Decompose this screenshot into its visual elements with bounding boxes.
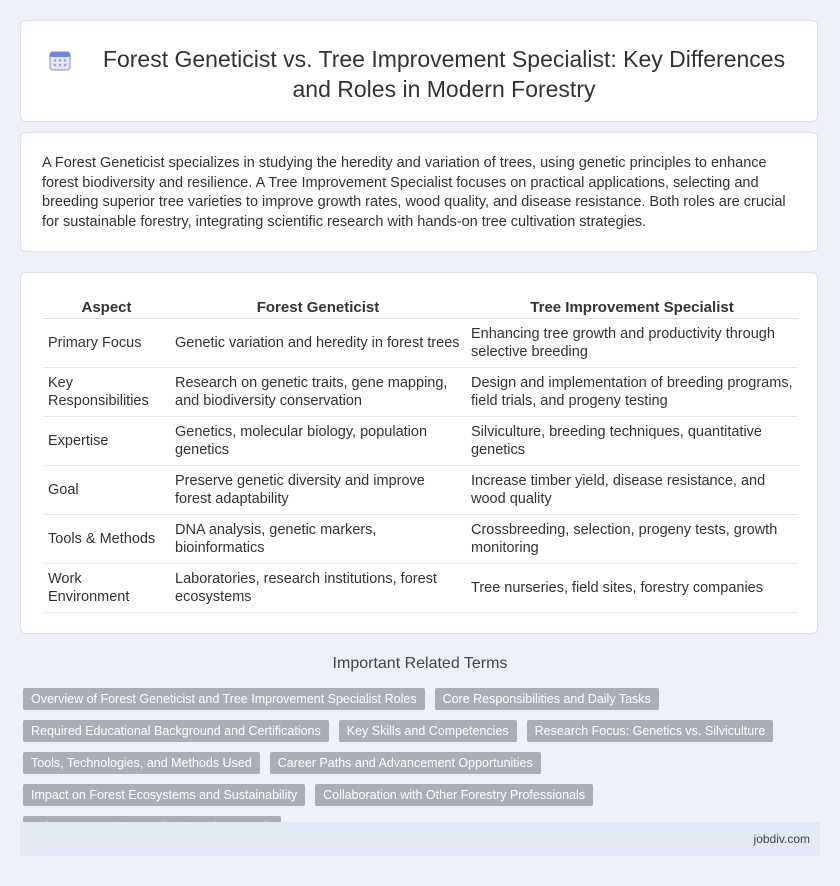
related-term-tag[interactable]: Core Responsibilities and Daily Tasks <box>435 688 659 710</box>
table-row <box>43 417 798 466</box>
table-cell: Increase timber yield, disease resistance, and wood quality <box>466 466 798 515</box>
table-row <box>43 564 798 613</box>
table-cell: Expertise <box>43 417 170 466</box>
intro-text: A Forest Geneticist specializes in studying the heredity and variation of trees, using genetic principles to enhance forest biodiversity and resilience. A Tree Improvement Specialist focuses on practical applications, selecting and breeding superior tree varieties to improve growth rates, wood quality, and disease resistance. Both roles are crucial for sustainable forestry, integrating scientific research with hands-on tree cultivation strategies. <box>42 155 786 230</box>
table-cell: Enhancing tree growth and productivity through selective breeding <box>466 319 798 368</box>
column-header: Tree Improvement Specialist <box>466 296 798 319</box>
table-cell: Work Environment <box>43 564 170 613</box>
header-card <box>20 20 818 122</box>
comparison-card <box>20 272 818 634</box>
related-term-tag[interactable]: Career Paths and Advancement Opportunities <box>270 752 541 774</box>
table-cell: Tree nurseries, field sites, forestry companies <box>466 564 798 613</box>
table-cell: Genetics, molecular biology, population genetics <box>170 417 466 466</box>
page-title: Forest Geneticist vs. Tree Improvement Specialist: Key Differences and Roles in Modern Forestry <box>102 46 786 102</box>
table-cell: DNA analysis, genetic markers, bioinformatics <box>170 515 466 564</box>
table-cell: Design and implementation of breeding programs, field trials, and progeny testing <box>466 368 798 417</box>
table-header-row <box>43 296 798 319</box>
table-cell: Crossbreeding, selection, progeny tests, growth monitoring <box>466 515 798 564</box>
comparison-table <box>43 296 798 613</box>
related-term-tag[interactable]: Collaboration with Other Forestry Professionals <box>315 784 593 806</box>
related-term-tag[interactable]: Tools, Technologies, and Methods Used <box>23 752 260 774</box>
footer-site-link[interactable]: jobdiv.com <box>753 832 810 846</box>
table-cell: Key Responsibilities <box>43 368 170 417</box>
related-terms-list <box>23 688 823 838</box>
table-cell: Research on genetic traits, gene mapping, and biodiversity conservation <box>170 368 466 417</box>
related-term-tag[interactable]: Research Focus: Genetics vs. Silviculture <box>527 720 774 742</box>
table-cell: Primary Focus <box>43 319 170 368</box>
related-term-tag[interactable]: Key Skills and Competencies <box>339 720 517 742</box>
column-header: Aspect <box>43 296 170 319</box>
table-row <box>43 319 798 368</box>
table-cell: Tools & Methods <box>43 515 170 564</box>
footer <box>20 822 820 856</box>
related-terms-title: Important Related Terms <box>332 655 508 672</box>
table-cell: Silviculture, breeding techniques, quantitative genetics <box>466 417 798 466</box>
calendar-icon <box>48 48 72 72</box>
table-cell: Laboratories, research institutions, forest ecosystems <box>170 564 466 613</box>
related-term-tag[interactable]: Required Educational Background and Certifications <box>23 720 329 742</box>
table-row <box>43 515 798 564</box>
table-row <box>43 466 798 515</box>
table-row <box>43 368 798 417</box>
table-cell: Preserve genetic diversity and improve forest adaptability <box>170 466 466 515</box>
table-cell: Genetic variation and heredity in forest trees <box>170 319 466 368</box>
related-term-tag[interactable]: Impact on Forest Ecosystems and Sustainability <box>23 784 305 806</box>
related-term-tag[interactable]: Overview of Forest Geneticist and Tree Improvement Specialist Roles <box>23 688 425 710</box>
column-header: Forest Geneticist <box>170 296 466 319</box>
intro-card <box>20 132 818 252</box>
table-cell: Goal <box>43 466 170 515</box>
